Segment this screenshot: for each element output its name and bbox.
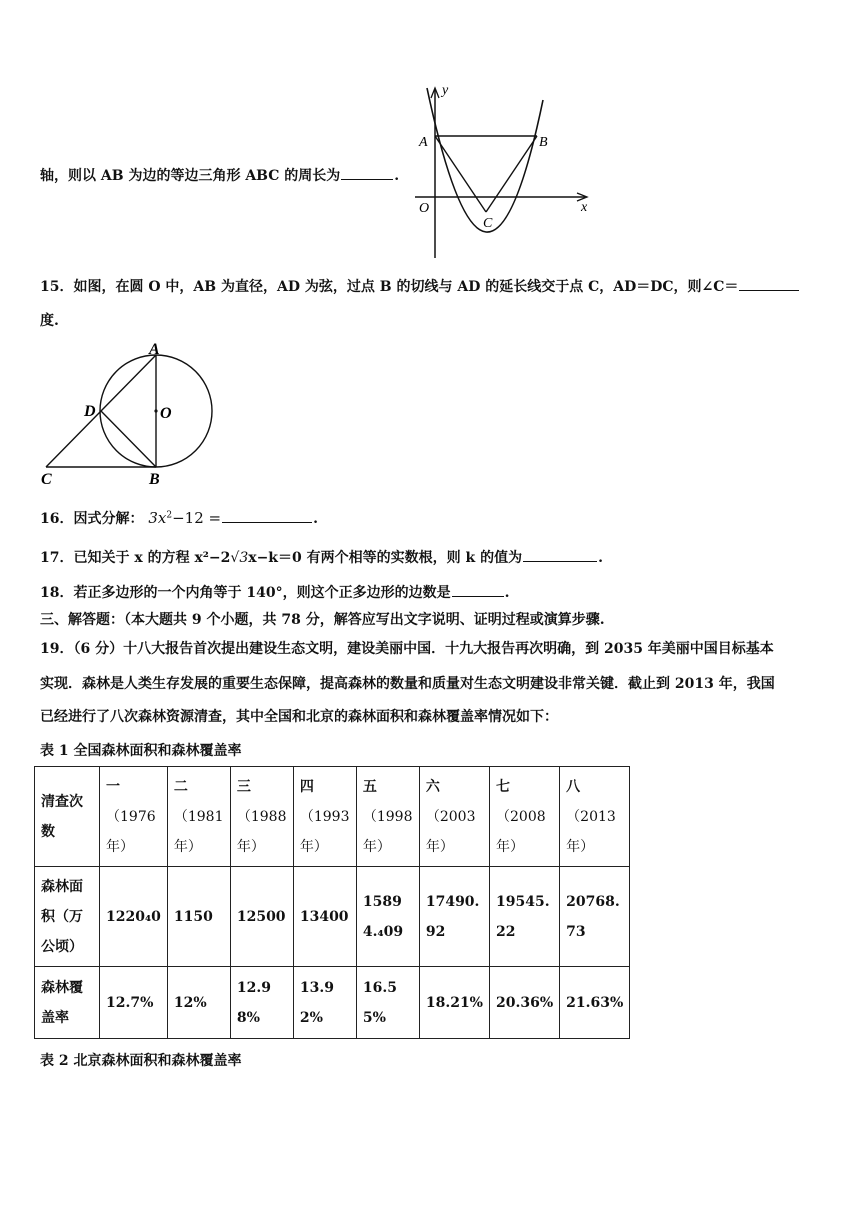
q15-statement: 15．如图，在圆 O 中，AB 为直径，AD 为弦，过点 B 的切线与 AD 的延长线交于点 C，AD＝DC，则∠C＝ — [40, 279, 739, 295]
q18-statement: 18．若正多边形的一个内角等于 140°，则这个正多边形的边数是 — [40, 585, 451, 601]
col-header — [167, 767, 230, 867]
q16-rest: −12 = — [172, 509, 222, 527]
q16-exp: 2 — [166, 510, 173, 521]
label-c: C — [483, 216, 493, 231]
q16-answer-blank[interactable] — [222, 508, 312, 523]
q14-statement: 轴，则以 AB 为边的等边三角形 ABC 的周长为 — [40, 168, 341, 184]
q16-end: . — [313, 511, 318, 527]
col-num: 二 — [173, 778, 188, 795]
col-year: （1981 年） — [173, 808, 224, 855]
table2-caption: 表 2 北京森林面积和森林覆盖率 — [40, 1053, 242, 1069]
col-header — [293, 767, 356, 867]
row-header-rate: 森林覆盖率 — [35, 967, 100, 1039]
label-b: B — [539, 135, 548, 150]
col-year: （2013 年） — [566, 808, 616, 855]
cell-rate: 18.21% — [419, 967, 489, 1039]
q16-coef: 3x — [148, 509, 167, 527]
col-num: 八 — [566, 778, 581, 795]
cell-area: 1220₄0 — [100, 867, 168, 967]
q17-answer-blank[interactable] — [523, 547, 597, 562]
cell-rate: 20.36% — [490, 967, 560, 1039]
label-origin: O — [419, 201, 430, 216]
q14-parabola-graph — [405, 80, 595, 265]
cell-rate: 21.63% — [560, 967, 630, 1039]
col-header — [356, 767, 419, 867]
cell-area: 15894.₄09 — [356, 867, 419, 967]
q18-text — [40, 582, 509, 602]
q16-prefix: 16．因式分解： — [40, 511, 144, 527]
col-num: 六 — [425, 778, 440, 795]
q19-line-2: 实现．森林是人类生存发展的重要生态保障，提高森林的数量和质量对生态文明建设非常关键．截止到 2013 年，我国 — [40, 676, 775, 692]
table1-caption: 表 1 全国森林面积和森林覆盖率 — [40, 743, 242, 759]
q15-unit: 度. — [40, 313, 59, 329]
q15-circle-figure — [36, 340, 226, 490]
q14-text — [40, 165, 399, 185]
q17-text — [40, 547, 603, 567]
cell-rate: 12% — [167, 967, 230, 1039]
q16-text — [40, 508, 318, 528]
q18-end: . — [504, 585, 510, 601]
q19-line-1: 19．（6 分）十八大报告首次提出建设生态文明，建设美丽中国．十九大报告再次明确，到 2035 年美丽中国目标基本 — [40, 641, 774, 657]
q17-prefix: 17．已知关于 x 的方程 x²−2 — [40, 550, 231, 566]
col-num: 四 — [299, 778, 314, 795]
segment-db — [101, 411, 156, 467]
col-year: （2008 年） — [496, 808, 546, 855]
cell-area: 12500 — [230, 867, 293, 967]
q17-end: . — [598, 550, 603, 566]
cell-area: 19545.22 — [490, 867, 560, 967]
q18-answer-blank[interactable] — [452, 582, 504, 597]
cell-area: 20768.73 — [560, 867, 630, 967]
center-dot — [154, 409, 157, 412]
cell-rate: 16.55% — [356, 967, 419, 1039]
row-header-area: 森林面积（万公顷） — [35, 867, 100, 967]
col-year: （1988 年） — [236, 808, 287, 855]
col-header — [230, 767, 293, 867]
cell-rate: 12.7% — [100, 967, 168, 1039]
fig-label-b: B — [149, 471, 160, 488]
cell-rate: 13.92% — [293, 967, 356, 1039]
q17-suffix: x−k＝0 有两个相等的实数根，则 k 的值为 — [248, 550, 523, 566]
table-row-rate — [35, 967, 630, 1039]
col-year: （1998 年） — [362, 808, 413, 855]
col-header — [100, 767, 168, 867]
fig-label-a: A — [149, 341, 160, 358]
label-y: y — [442, 83, 449, 98]
label-a: A — [419, 135, 428, 150]
q19-line-3: 已经进行了八次森林资源清查，其中全国和北京的森林面积和森林覆盖率情况如下： — [40, 709, 558, 725]
col-num: 五 — [362, 778, 377, 795]
col-header — [419, 767, 489, 867]
cell-area: 17490.92 — [419, 867, 489, 967]
cell-area: 1150 — [167, 867, 230, 967]
table1-forest-data — [34, 766, 630, 1039]
q15-text — [40, 276, 800, 296]
label-x: x — [581, 200, 588, 215]
q17-sqrt: √3 — [230, 550, 249, 566]
col-num: 七 — [496, 778, 510, 795]
q14-end: . — [394, 168, 400, 184]
q14-answer-blank[interactable] — [341, 165, 393, 180]
col-header — [560, 767, 630, 867]
row-header-survey: 清查次数 — [35, 767, 100, 867]
cell-area: 13400 — [293, 867, 356, 967]
col-year: （1976 年） — [106, 808, 156, 855]
segment-ac — [435, 136, 486, 212]
fig-label-c: C — [41, 471, 52, 488]
col-year: （2003 年） — [425, 808, 476, 855]
table-row-survey — [35, 767, 630, 867]
segment-bc — [486, 136, 537, 212]
col-num: 一 — [106, 778, 120, 795]
col-year: （1993 年） — [299, 808, 350, 855]
section-3-heading: 三、解答题：（本大题共 9 个小题，共 78 分，解答应写出文字说明、证明过程或演算步骤. — [40, 612, 605, 628]
q15-answer-blank[interactable] — [739, 276, 799, 291]
cell-rate: 12.98% — [230, 967, 293, 1039]
fig-label-d: D — [84, 403, 96, 420]
col-num: 三 — [236, 778, 251, 795]
table-row-area — [35, 867, 630, 967]
fig-label-o: O — [160, 405, 172, 422]
col-header — [490, 767, 560, 867]
